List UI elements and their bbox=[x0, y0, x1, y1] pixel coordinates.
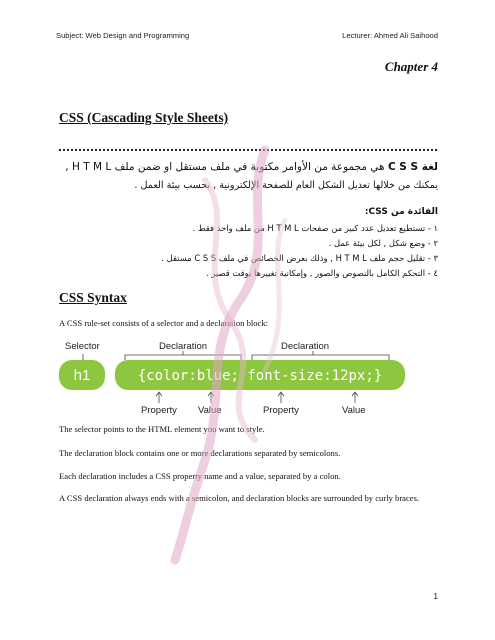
paragraph-declaration-block: The declaration block contains one or more declarations separated by semicolons. bbox=[59, 448, 341, 458]
rule-set-text: A CSS rule-set consists of a selector and a declaration block: bbox=[59, 318, 269, 328]
arabic-intro-bold: لغة C S S bbox=[387, 161, 438, 173]
label-value-1: Value bbox=[198, 405, 222, 416]
syntax-title: CSS Syntax bbox=[59, 290, 127, 305]
header-lecturer: Lecturer: Ahmed Ali Saihood bbox=[342, 31, 438, 40]
selector-text: h1 bbox=[73, 367, 91, 384]
handwritten-watermark bbox=[145, 140, 315, 570]
header-subject: Subject: Web Design and Programming bbox=[56, 31, 190, 40]
arabic-intro-rest: هي مجموعة من الأوامر مكتوبة في ملف مستقل او ضمن ملف H T M L , bbox=[65, 161, 388, 173]
chapter-label: Chapter 4 bbox=[384, 59, 438, 74]
label-declaration-2: Declaration bbox=[281, 341, 330, 352]
arabic-benefit-item: ٢ - وضع شكل , لكل بيئة عمل . bbox=[328, 238, 438, 248]
arabic-benefit-item: ٤ - التحكم الكامل بالنصوص والصور , وإمكانية تغييرها بوقت قصير . bbox=[206, 268, 438, 278]
paragraph-declaration: Each declaration includes a CSS property name and a value, separated by a colon. bbox=[59, 471, 341, 481]
arabic-intro-line2: يمكنك من خلالها تعديل الشكل العام للصفحة الإلكترونية , بحسب بيئة العمل . bbox=[134, 180, 438, 191]
paragraph-semicolon: A CSS declaration always ends with a semicolon, and declaration blocks are surrounded by curly braces. bbox=[59, 493, 420, 503]
label-selector: Selector bbox=[65, 341, 100, 352]
label-value-2: Value bbox=[342, 405, 366, 416]
section-title: CSS (Cascading Style Sheets) bbox=[59, 110, 229, 125]
arabic-benefits-heading: الفائدة من CSS: bbox=[364, 207, 438, 217]
label-declaration-1: Declaration bbox=[159, 341, 208, 352]
label-property-2: Property bbox=[263, 405, 299, 416]
arabic-benefit-item: ٣ - تقليل حجم ملف H T M L , وذلك بعرض الخصائص في ملف C S S مستقل . bbox=[161, 253, 438, 263]
label-property-1: Property bbox=[141, 405, 177, 416]
paragraph-selector: The selector points to the HTML element you want to style. bbox=[59, 424, 265, 434]
declaration-block-text: {color:blue; font-size:12px;} bbox=[137, 368, 383, 384]
page-number: 1 bbox=[433, 592, 438, 601]
arabic-benefit-item: ١ - تستطيع تعديل عدد كبير من صفحات H T M L من ملف واحد فقط . bbox=[192, 223, 438, 233]
